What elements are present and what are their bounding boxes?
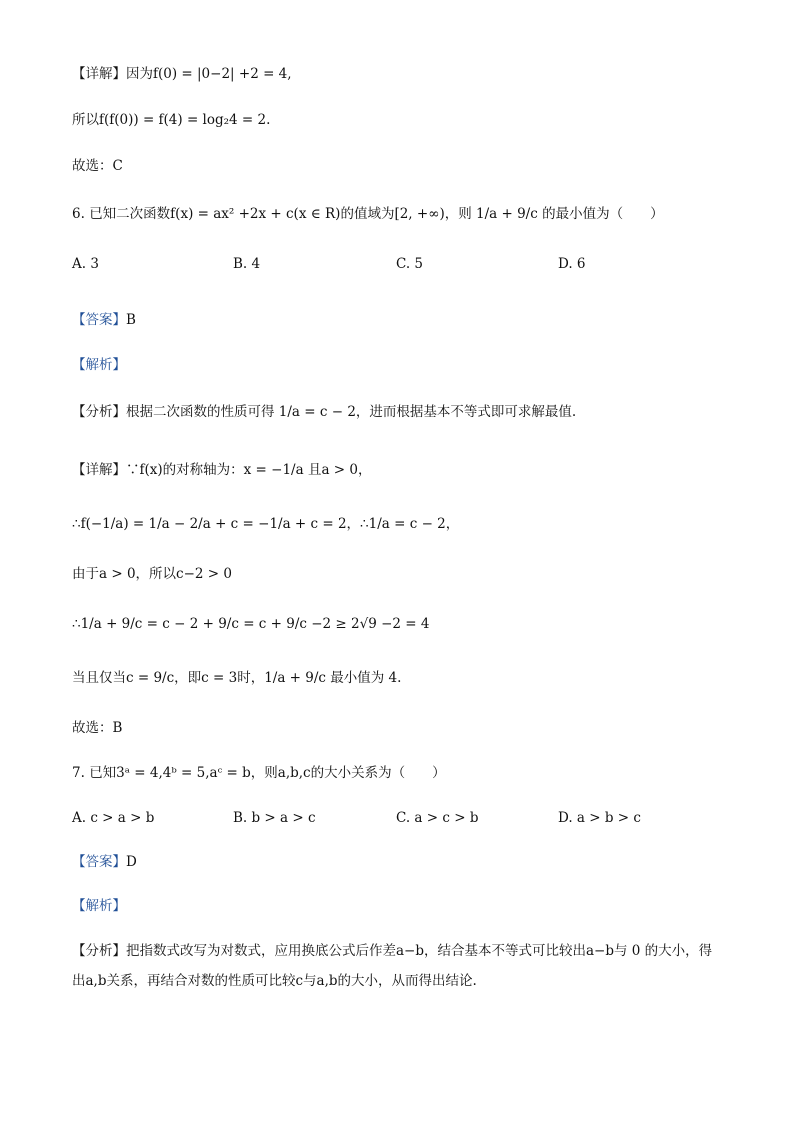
q6-option-b: B. 4 <box>233 256 261 272</box>
detail-tag: 【详解】 <box>72 462 126 478</box>
detail-6e: 当且仅当c = 9/c，即c = 3时，1/a + 9/c 最小值为 4. <box>72 670 402 686</box>
fenxi-tag: 【分析】 <box>72 404 126 420</box>
answer-value: B <box>126 312 136 328</box>
question-text: 已知3ᵃ = 4,4ᵇ = 5,aᶜ = b，则a,b,c的大小关系为（ ） <box>89 765 446 781</box>
fenxi-tag: 【分析】 <box>72 943 126 959</box>
fenxi-7 <box>72 936 724 996</box>
choice-line-b: 故选：B <box>72 720 123 736</box>
answer-7 <box>72 852 137 872</box>
detail-6c: 由于a > 0，所以c−2 > 0 <box>72 566 232 582</box>
fenxi-text: 把指数式改写为对数式，应用换底公式后作差a−b，结合基本不等式可比较出a−b与 0 的大小，得出a,b关系，再结合对数的性质可比较c与a,b的大小，从而得出结论. <box>72 943 713 989</box>
question-7 <box>72 763 446 783</box>
question-6 <box>72 204 664 224</box>
q7-option-c: C. a > c > b <box>396 810 479 826</box>
fenxi-text: 根据二次函数的性质可得 1/a = c − 2，进而根据基本不等式即可求解最值. <box>126 404 577 420</box>
question-text: 已知二次函数f(x) = ax² +2x + c(x ∈ R)的值域为[2, +∞)，则 1/a + 9/c 的最小值为（ ） <box>89 206 664 222</box>
detail-6d: ∴1/a + 9/c = c − 2 + 9/c = c + 9/c −2 ≥ 2√9 −2 = 4 <box>72 616 430 632</box>
analysis-tag-7: 【解析】 <box>72 898 126 914</box>
detail-tag: 【详解】 <box>72 66 126 82</box>
q7-option-d: D. a > b > c <box>558 810 641 826</box>
detail-text: ∵f(x)的对称轴为：x = −1/a 且a > 0， <box>126 462 372 478</box>
q6-option-d: D. 6 <box>558 256 586 272</box>
answer-tag: 【答案】 <box>72 312 126 328</box>
question-number: 7. <box>72 765 85 781</box>
q6-option-c: C. 5 <box>396 256 424 272</box>
answer-6 <box>72 310 136 330</box>
analysis-tag-6: 【解析】 <box>72 357 126 373</box>
detail-text: 因为f(0) = |0−2| +2 = 4, <box>126 66 292 82</box>
q6-option-a: A. 3 <box>72 256 99 272</box>
detail-6a <box>72 460 371 480</box>
detail-line-2: 所以f(f(0)) = f(4) = log₂4 = 2. <box>72 112 271 128</box>
detail-6b: ∴f(−1/a) = 1/a − 2/a + c = −1/a + c = 2，∴1/a = c − 2， <box>72 516 460 532</box>
q7-option-a: A. c > a > b <box>72 810 155 826</box>
fenxi-6 <box>72 402 576 422</box>
question-number: 6. <box>72 206 85 222</box>
answer-value: D <box>126 854 137 870</box>
answer-tag: 【答案】 <box>72 854 126 870</box>
detail-line-1 <box>72 64 292 84</box>
q7-option-b: B. b > a > c <box>233 810 316 826</box>
choice-line-c: 故选：C <box>72 158 123 174</box>
